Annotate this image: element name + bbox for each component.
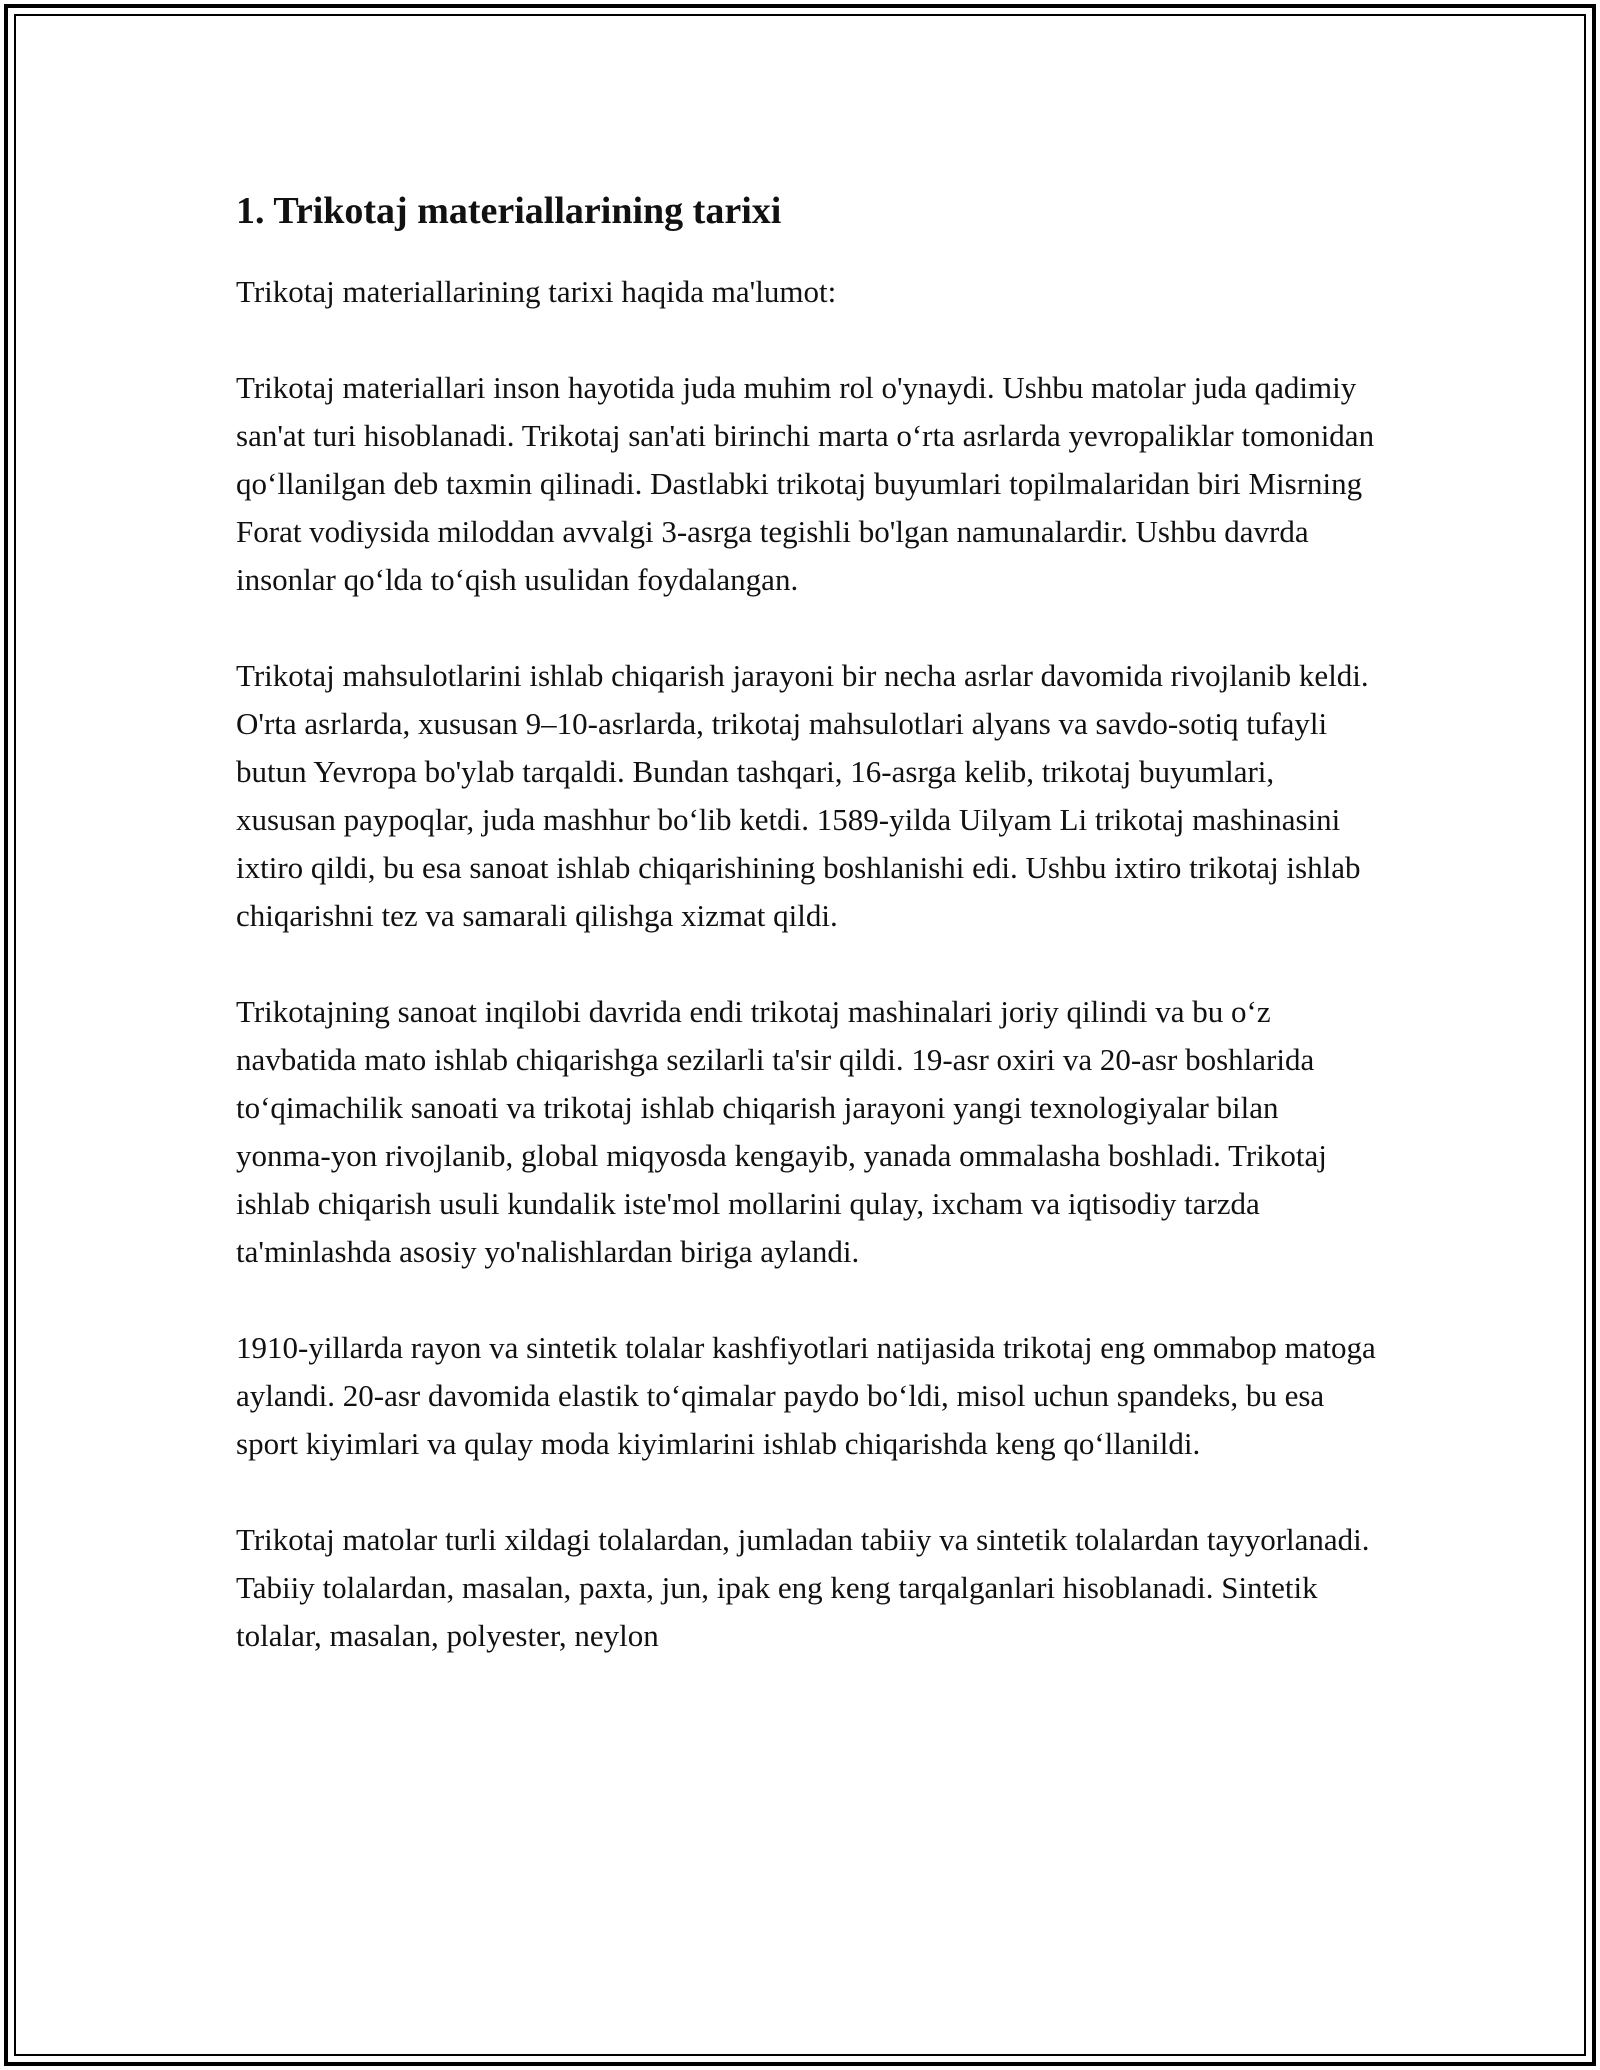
intro-paragraph: Trikotaj materiallarining tarixi haqida ma'lumot:	[236, 274, 837, 309]
paragraph-2: Trikotaj mahsulotlarini ishlab chiqarish jarayoni bir necha asrlar davomida rivojlanib keldi. O'rta asrlarda, xususan 9–10-asrlarda, trikotaj mahsulotlari alyans va savdo-sotiq tufayli butun Yevropa bo'ylab tarqaldi. Bundan tashqari, 16-asrga kelib, trikotaj buyumlari, xususan paypoqlar, juda mashhur bo‘lib ketdi. 1589-yilda Uilyam Li trikotaj mashinasini ixtiro qildi, bu esa sanoat ishlab chiqarishining boshlanishi edi. Ushbu ixtiro trikotaj ishlab chiqarishni tez va samarali qilishga xizmat qildi.	[236, 658, 1369, 933]
section-heading: 1. Trikotaj materiallarining tarixi	[236, 190, 782, 232]
paragraph-5: Trikotaj matolar turli xildagi tolalardan, jumladan tabiiy va sintetik tolalardan tayyorlanadi. Tabiiy tolalardan, masalan, paxta, jun, ipak eng keng tarqalganlari hisoblanadi. Sintetik tolalar, masalan, polyester, neylon	[236, 1522, 1370, 1653]
paragraph-4: 1910-yillarda rayon va sintetik tolalar kashfiyotlari natijasida trikotaj eng ommabop matoga aylandi. 20-asr davomida elastik to‘qimalar paydo bo‘ldi, misol uchun spandeks, bu esa sport kiyimlari va qulay moda kiyimlarini ishlab chiqarishda keng qo‘llanildi.	[236, 1330, 1376, 1461]
paragraph-1: Trikotaj materiallari inson hayotida juda muhim rol o'ynaydi. Ushbu matolar juda qadimiy san'at turi hisoblanadi. Trikotaj san'ati birinchi marta o‘rta asrlarda yevropaliklar tomonidan qo‘llanilgan deb taxmin qilinadi. Dastlabki trikotaj buyumlari topilmalaridan biri Misrning Forat vodiysida miloddan avvalgi 3-asrga tegishli bo'lgan namunalardir. Ushbu davrda insonlar qo‘lda to‘qish usulidan foydalangan.	[236, 370, 1375, 597]
document-body	[236, 186, 1376, 1708]
paragraph-3: Trikotajning sanoat inqilobi davrida endi trikotaj mashinalari joriy qilindi va bu o‘z navbatida mato ishlab chiqarishga sezilarli ta'sir qildi. 19-asr oxiri va 20-asr boshlarida to‘qimachilik sanoati va trikotaj ishlab chiqarish jarayoni yangi texnologiyalar bilan yonma-yon rivojlanib, global miqyosda kengayib, yanada ommalasha boshladi. Trikotaj ishlab chiqarish usuli kundalik iste'mol mollarini qulay, ixcham va iqtisodiy tarzda ta'minlashda asosiy yo'nalishlardan biriga aylandi.	[236, 994, 1327, 1269]
